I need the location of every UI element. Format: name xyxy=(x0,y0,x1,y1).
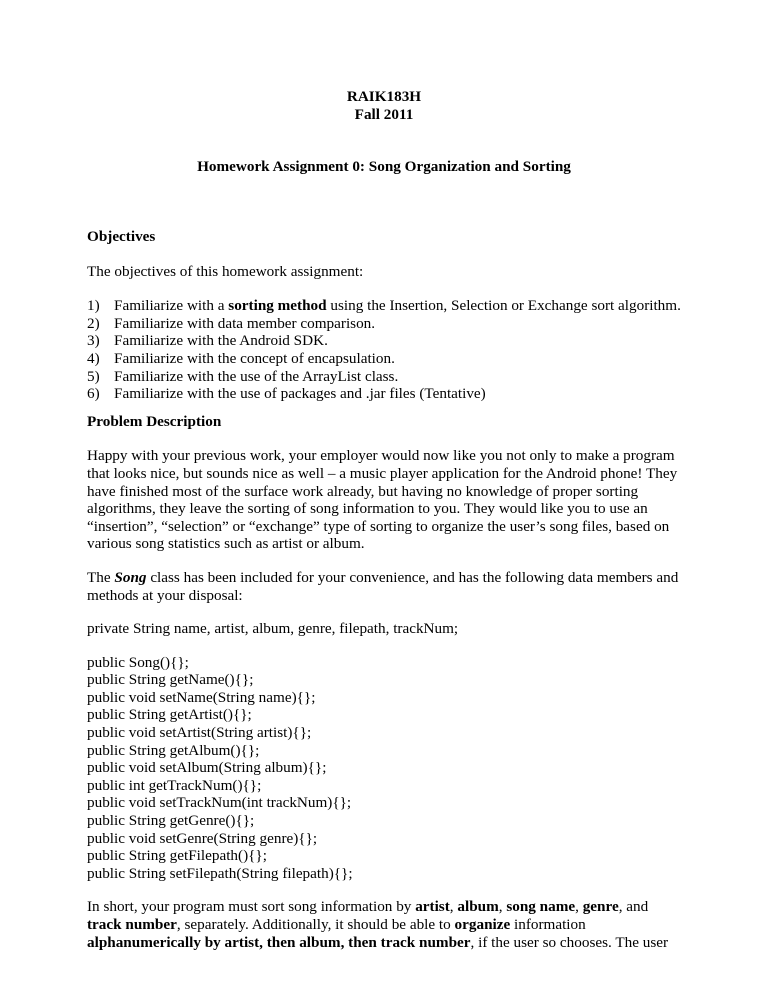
method-signature: public int getTrackNum(){}; xyxy=(87,776,262,794)
objective-number: 1) xyxy=(87,297,100,315)
paragraph-text: The xyxy=(87,568,115,586)
paragraph-text: , if the user so chooses. The user xyxy=(470,933,669,951)
method-signature: public void setName(String name){}; xyxy=(87,688,316,706)
method-signature: public String getAlbum(){}; xyxy=(87,741,260,759)
paragraph-line xyxy=(87,898,687,916)
document-header xyxy=(0,88,768,123)
song-class-paragraph xyxy=(87,569,687,604)
objective-item xyxy=(87,315,687,333)
objective-number: 5) xyxy=(87,367,100,385)
paragraph-text: , xyxy=(575,898,583,916)
method-signature: public Song(){}; xyxy=(87,653,189,671)
objective-text: Familiarize with the Android SDK. xyxy=(114,332,328,350)
paragraph-text: , separately. Additionally, it should be able to xyxy=(176,916,455,933)
emphasis-track-number: track number xyxy=(87,916,177,933)
objective-text: Familiarize with a xyxy=(114,297,229,315)
objective-item xyxy=(87,350,687,368)
method-list xyxy=(87,654,687,883)
objective-text: Familiarize with the use of packages and .jar files (Tentative) xyxy=(114,385,486,403)
method-signature: public String getArtist(){}; xyxy=(87,706,252,724)
paragraph-line: that looks nice, but sounds nice as well – a music player application for the Android phone! They xyxy=(87,464,678,482)
objective-text: Familiarize with the concept of encapsulation. xyxy=(114,349,395,367)
summary-paragraph xyxy=(87,898,687,951)
document-body xyxy=(87,228,687,951)
paragraph-text: In short, your program must sort song information by xyxy=(87,898,416,916)
objectives-list xyxy=(87,297,687,403)
objectives-heading: Objectives xyxy=(87,228,156,245)
objective-text: Familiarize with data member comparison. xyxy=(114,314,376,332)
emphasis-song-name: song name xyxy=(506,898,576,916)
problem-paragraph xyxy=(87,447,687,553)
paragraph-line: Happy with your previous work, your employer would now like you not only to make a program xyxy=(87,447,675,465)
method-signature: public void setArtist(String artist){}; xyxy=(87,724,312,742)
method-signature: public String getName(){}; xyxy=(87,671,254,689)
objective-number: 2) xyxy=(87,314,100,332)
objective-item xyxy=(87,297,687,315)
objective-text: Familiarize with the use of the ArrayList class. xyxy=(114,367,399,385)
paragraph-text: class has been included for your convenience, and has the following data members and xyxy=(146,568,679,586)
paragraph-line xyxy=(87,569,687,587)
emphasis-artist: artist xyxy=(415,898,450,916)
emphasis-genre: genre xyxy=(582,898,619,916)
assignment-title: Homework Assignment 0: Song Organization and Sorting xyxy=(197,158,571,175)
objective-item xyxy=(87,332,687,350)
paragraph-text: , xyxy=(449,898,458,916)
emphasis-organize: organize xyxy=(454,916,511,933)
objectives-intro: The objectives of this homework assignment: xyxy=(87,262,364,280)
objective-number: 6) xyxy=(87,385,100,403)
objective-number: 4) xyxy=(87,349,100,367)
course-code: RAIK183H xyxy=(346,88,422,105)
method-signature: public String setFilepath(String filepath){}; xyxy=(87,864,353,882)
objective-item xyxy=(87,368,687,386)
method-signature: public String getGenre(){}; xyxy=(87,812,255,830)
objective-text: using the Insertion, Selection or Exchange sort algorithm. xyxy=(326,297,681,315)
paragraph-line: have finished most of the surface work already, but having no knowledge of proper sorting xyxy=(87,482,639,500)
paragraph-text: , xyxy=(498,898,507,916)
method-signature: public void setTrackNum(int trackNum){}; xyxy=(87,794,352,812)
emphasis-alphanumeric: alphanumerically by artist, then album, then track number xyxy=(87,933,471,951)
paragraph-text: information xyxy=(510,916,586,933)
objective-emphasis: sorting method xyxy=(228,297,327,315)
emphasis-album: album xyxy=(457,898,499,916)
paragraph-line xyxy=(87,934,687,952)
method-signature: public void setAlbum(String album){}; xyxy=(87,759,327,777)
method-signature: public void setGenre(String genre){}; xyxy=(87,829,318,847)
song-class-name: Song xyxy=(114,568,147,586)
objective-item xyxy=(87,385,687,403)
data-members-line: private String name, artist, album, genre, filepath, trackNum; xyxy=(87,620,459,638)
problem-heading: Problem Description xyxy=(87,412,222,430)
paragraph-text: , and xyxy=(618,898,649,916)
term: Fall 2011 xyxy=(354,105,414,123)
paragraph-line: various song statistics such as artist or album. xyxy=(87,535,365,553)
objective-number: 3) xyxy=(87,332,100,350)
paragraph-line: “insertion”, “selection” or “exchange” type of sorting to organize the user’s song files, based on xyxy=(87,517,670,535)
paragraph-line xyxy=(87,916,687,934)
paragraph-line: algorithms, they leave the sorting of song information to you. They would like you to use an xyxy=(87,500,648,518)
paragraph-line: methods at your disposal: xyxy=(87,586,243,604)
method-signature: public String getFilepath(){}; xyxy=(87,847,267,865)
